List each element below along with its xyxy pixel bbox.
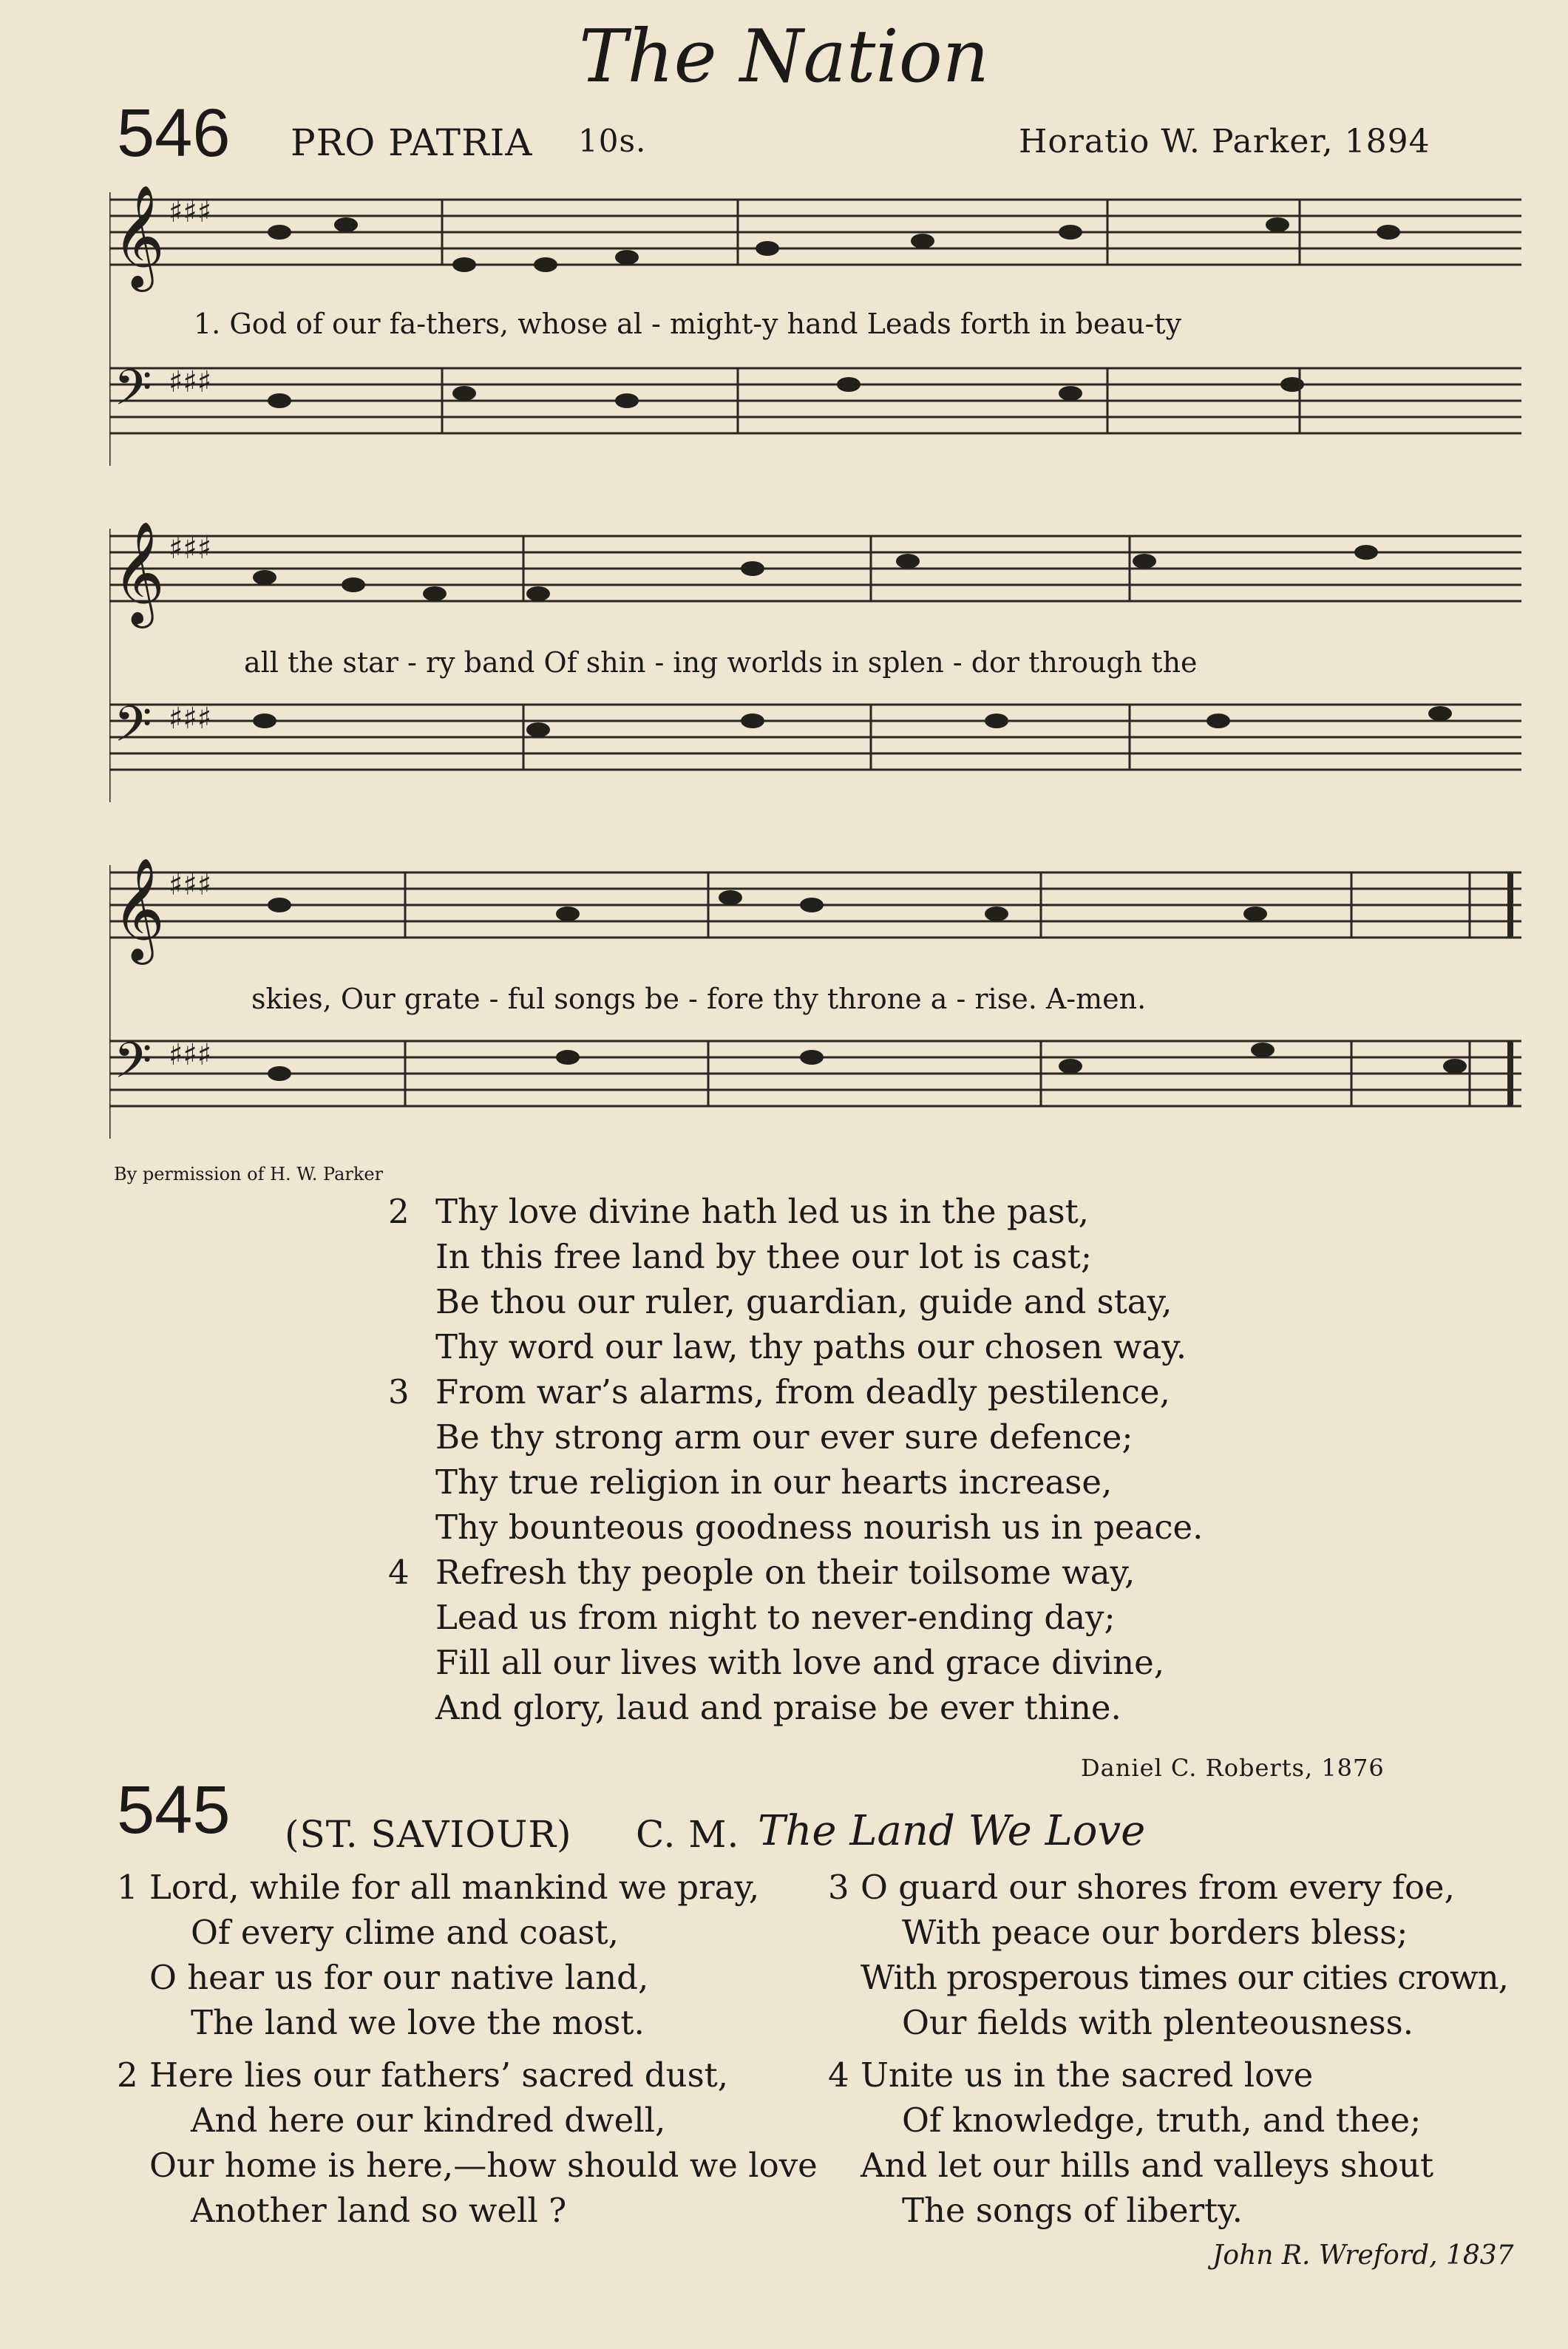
hymn-545-number: 545 — [117, 1772, 231, 1848]
svg-text:♯♯♯: ♯♯♯ — [169, 1038, 212, 1072]
verse-line: Our fields with plenteousness. — [902, 2003, 1414, 2042]
hymn-545-tune: (ST. SAVIOUR) — [285, 1813, 572, 1856]
hymn-545-author: John R. Wreford, 1837 — [1212, 2240, 1514, 2271]
verse-line: And glory, laud and praise be ever thine. — [435, 1688, 1121, 1727]
verse-line: 1 Lord, while for all mankind we pray, — [117, 1868, 760, 1907]
verse-line: Thy true religion in our hearts increase, — [435, 1462, 1113, 1502]
lyrics-line-3: skies, Our grate - ful songs be - fore thy throne a - rise. A-men. — [251, 983, 1147, 1015]
svg-text:♯♯♯: ♯♯♯ — [169, 195, 212, 229]
lyrics-line-1: 1. God of our fa-thers, whose al - might-y hand Leads forth in beau-ty — [194, 308, 1182, 340]
verse-line: 3 From war’s alarms, from deadly pestilence, — [388, 1372, 1170, 1411]
bass-staff-2 — [109, 696, 1521, 770]
verse-line: In this free land by thee our lot is cast; — [435, 1237, 1093, 1276]
hymn-545-left-column — [117, 1865, 818, 2233]
svg-text:𝄞: 𝄞 — [112, 185, 165, 288]
svg-text:♯♯♯: ♯♯♯ — [169, 365, 212, 399]
verse-line: O hear us for our native land, — [149, 1958, 649, 1997]
lyrics-line-2: all the star - ry band Of shin - ing worlds in splen - dor through the — [244, 646, 1198, 679]
hymn-546-author: Daniel C. Roberts, 1876 — [1081, 1754, 1385, 1782]
verse-line: The songs of liberty. — [902, 2191, 1243, 2230]
hymn-545-subtitle: The Land We Love — [758, 1807, 1146, 1855]
verse-line: The land we love the most. — [191, 2003, 645, 2042]
verse-line: Be thy strong arm our ever sure defence; — [435, 1417, 1133, 1457]
verse-line: Our home is here,—how should we love — [149, 2146, 818, 2185]
verse-line: Thy word our law, thy paths our chosen way. — [435, 1327, 1187, 1366]
verse-line: 4 Unite us in the sacred love — [828, 2055, 1314, 2095]
section-title: The Nation — [579, 15, 989, 99]
hymn-545-meter: C. M. — [636, 1813, 740, 1856]
hymn-546-meter: 10s. — [578, 123, 647, 159]
permission-note: By permission of H. W. Parker — [114, 1164, 384, 1184]
hymn-546-verses — [388, 1189, 1203, 1730]
verse-line: 4 Refresh thy people on their toilsome way, — [388, 1553, 1136, 1592]
bass-staff-1 — [109, 359, 1521, 433]
verse-line: 2 Thy love divine hath led us in the past, — [388, 1192, 1089, 1231]
svg-text:𝄞: 𝄞 — [112, 858, 165, 960]
verse-line: Of every clime and coast, — [191, 1913, 619, 1952]
hymn-546-tune: PRO PATRIA — [291, 121, 533, 164]
verse-line: With peace our borders bless; — [902, 1913, 1408, 1952]
verse-line: And here our kindred dwell, — [191, 2101, 666, 2140]
verse-line: Another land so well ? — [191, 2191, 567, 2230]
svg-text:♯♯♯: ♯♯♯ — [169, 532, 212, 566]
hymn-546-number: 546 — [117, 95, 231, 171]
hymn-545-right-column — [828, 1865, 1508, 2233]
svg-text:𝄢: 𝄢 — [114, 696, 152, 765]
svg-text:𝄢: 𝄢 — [114, 1032, 152, 1101]
verse-line: Of knowledge, truth, and thee; — [902, 2101, 1422, 2140]
verse-line: Be thou our ruler, guardian, guide and stay, — [435, 1282, 1172, 1321]
bass-staff-3 — [109, 1032, 1521, 1106]
verse-line: Lead us from night to never-ending day; — [435, 1598, 1116, 1637]
verse-line: 2 Here lies our fathers’ sacred dust, — [117, 2055, 729, 2095]
hymn-546-composer: Horatio W. Parker, 1894 — [1019, 123, 1430, 160]
svg-text:𝄞: 𝄞 — [112, 521, 165, 624]
verse-line: Thy bounteous goodness nourish us in peace. — [435, 1508, 1204, 1547]
svg-text:♯♯♯: ♯♯♯ — [169, 868, 212, 902]
svg-text:♯♯♯: ♯♯♯ — [169, 702, 212, 736]
verse-line: And let our hills and valleys shout — [861, 2146, 1434, 2185]
verse-line: Fill all our lives with love and grace divine, — [435, 1643, 1165, 1682]
svg-text:𝄢: 𝄢 — [114, 359, 152, 428]
verse-line: With prosperous times our cities crown, — [861, 1958, 1508, 1997]
verse-line: 3 O guard our shores from every foe, — [828, 1868, 1455, 1907]
